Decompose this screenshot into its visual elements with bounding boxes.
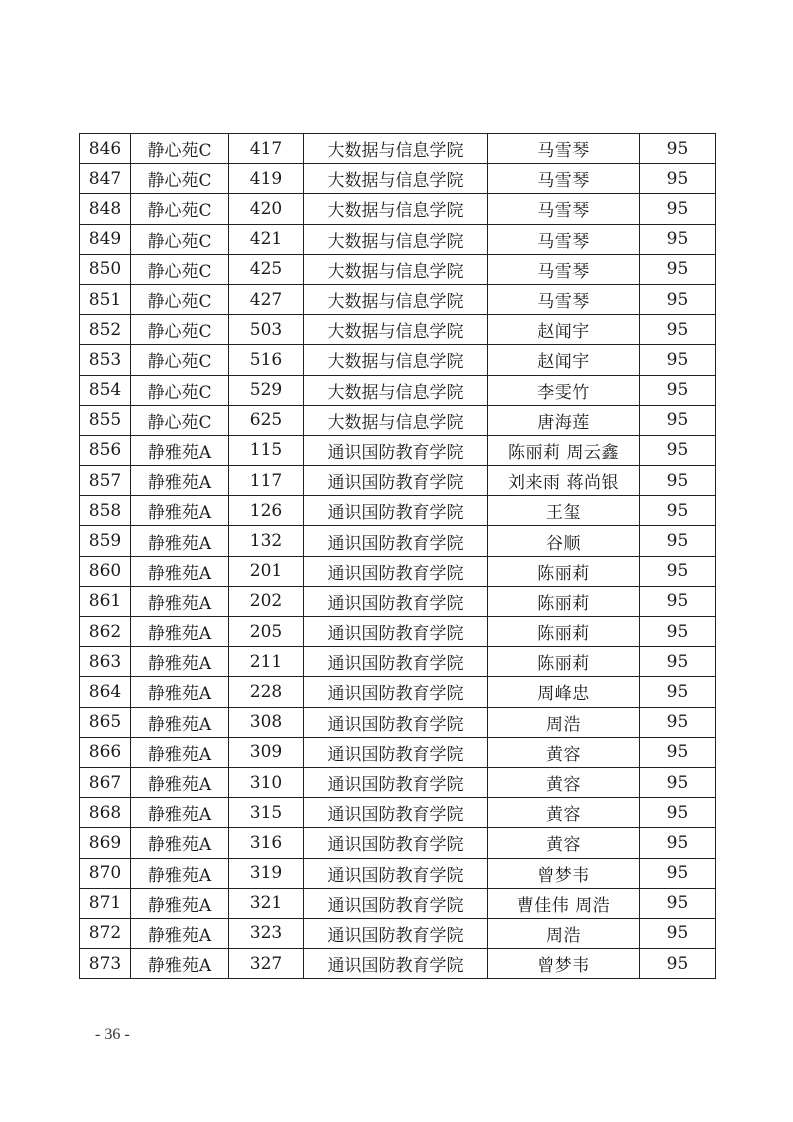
building-cell: 静雅苑A [131,496,229,526]
college-cell: 大数据与信息学院 [304,345,488,375]
row-number-cell: 860 [80,556,131,586]
row-number-cell: 865 [80,707,131,737]
building-cell: 静心苑C [131,315,229,345]
name-cell: 周峰忠 [488,677,640,707]
building-cell: 静雅苑A [131,949,229,979]
table-row [80,918,716,948]
table-row [80,737,716,767]
name-cell: 马雪琴 [488,254,640,284]
row-number-cell: 854 [80,375,131,405]
building-cell: 静心苑C [131,405,229,435]
table-row [80,496,716,526]
table-row [80,617,716,647]
building-cell: 静雅苑A [131,586,229,616]
name-cell: 王玺 [488,496,640,526]
room-cell: 529 [229,375,304,405]
table-row [80,858,716,888]
name-cell: 谷顺 [488,526,640,556]
score-cell: 95 [640,677,716,707]
score-cell: 95 [640,767,716,797]
college-cell: 通识国防教育学院 [304,858,488,888]
room-cell: 310 [229,767,304,797]
college-cell: 大数据与信息学院 [304,194,488,224]
building-cell: 静雅苑A [131,677,229,707]
college-cell: 通识国防教育学院 [304,617,488,647]
name-cell: 马雪琴 [488,194,640,224]
room-cell: 419 [229,164,304,194]
table-row [80,767,716,797]
room-cell: 319 [229,858,304,888]
college-cell: 通识国防教育学院 [304,556,488,586]
building-cell: 静雅苑A [131,466,229,496]
score-cell: 95 [640,798,716,828]
building-cell: 静雅苑A [131,617,229,647]
building-cell: 静雅苑A [131,888,229,918]
name-cell: 周浩 [488,707,640,737]
name-cell: 陈丽莉 [488,556,640,586]
building-cell: 静雅苑A [131,918,229,948]
table-row [80,949,716,979]
college-cell: 通识国防教育学院 [304,888,488,918]
college-cell: 通识国防教育学院 [304,466,488,496]
row-number-cell: 847 [80,164,131,194]
college-cell: 通识国防教育学院 [304,767,488,797]
score-cell: 95 [640,858,716,888]
name-cell: 唐海莲 [488,405,640,435]
building-cell: 静雅苑A [131,858,229,888]
dormitory-score-table [79,133,716,979]
row-number-cell: 849 [80,224,131,254]
building-cell: 静心苑C [131,254,229,284]
college-cell: 通识国防教育学院 [304,918,488,948]
row-number-cell: 861 [80,586,131,616]
college-cell: 大数据与信息学院 [304,375,488,405]
college-cell: 大数据与信息学院 [304,284,488,314]
college-cell: 大数据与信息学院 [304,164,488,194]
building-cell: 静心苑C [131,164,229,194]
building-cell: 静心苑C [131,375,229,405]
room-cell: 117 [229,466,304,496]
table-row [80,798,716,828]
table-row [80,677,716,707]
name-cell: 陈丽莉 [488,586,640,616]
score-cell: 95 [640,435,716,465]
name-cell: 陈丽莉 周云鑫 [488,435,640,465]
name-cell: 李雯竹 [488,375,640,405]
table-row [80,194,716,224]
building-cell: 静雅苑A [131,707,229,737]
row-number-cell: 866 [80,737,131,767]
room-cell: 309 [229,737,304,767]
table-row [80,405,716,435]
row-number-cell: 863 [80,647,131,677]
college-cell: 大数据与信息学院 [304,134,488,164]
college-cell: 通识国防教育学院 [304,435,488,465]
building-cell: 静雅苑A [131,556,229,586]
name-cell: 刘来雨 蒋尚银 [488,466,640,496]
score-cell: 95 [640,888,716,918]
row-number-cell: 858 [80,496,131,526]
score-cell: 95 [640,315,716,345]
name-cell: 陈丽莉 [488,647,640,677]
score-cell: 95 [640,194,716,224]
name-cell: 曾梦韦 [488,949,640,979]
row-number-cell: 852 [80,315,131,345]
college-cell: 通识国防教育学院 [304,496,488,526]
room-cell: 421 [229,224,304,254]
row-number-cell: 857 [80,466,131,496]
table-row [80,315,716,345]
college-cell: 通识国防教育学院 [304,737,488,767]
score-cell: 95 [640,586,716,616]
name-cell: 黄容 [488,798,640,828]
building-cell: 静雅苑A [131,828,229,858]
row-number-cell: 868 [80,798,131,828]
college-cell: 通识国防教育学院 [304,707,488,737]
name-cell: 陈丽莉 [488,617,640,647]
college-cell: 大数据与信息学院 [304,224,488,254]
college-cell: 大数据与信息学院 [304,315,488,345]
table-row [80,466,716,496]
building-cell: 静心苑C [131,194,229,224]
score-cell: 95 [640,617,716,647]
room-cell: 323 [229,918,304,948]
table-row [80,828,716,858]
room-cell: 417 [229,134,304,164]
score-cell: 95 [640,284,716,314]
room-cell: 327 [229,949,304,979]
name-cell: 马雪琴 [488,224,640,254]
room-cell: 625 [229,405,304,435]
building-cell: 静心苑C [131,134,229,164]
score-cell: 95 [640,254,716,284]
score-cell: 95 [640,134,716,164]
row-number-cell: 846 [80,134,131,164]
row-number-cell: 872 [80,918,131,948]
college-cell: 通识国防教育学院 [304,828,488,858]
name-cell: 周浩 [488,918,640,948]
table-row [80,134,716,164]
row-number-cell: 855 [80,405,131,435]
score-cell: 95 [640,949,716,979]
room-cell: 308 [229,707,304,737]
row-number-cell: 862 [80,617,131,647]
room-cell: 321 [229,888,304,918]
row-number-cell: 867 [80,767,131,797]
college-cell: 通识国防教育学院 [304,949,488,979]
building-cell: 静心苑C [131,345,229,375]
row-number-cell: 870 [80,858,131,888]
room-cell: 427 [229,284,304,314]
table-body [80,134,716,979]
room-cell: 201 [229,556,304,586]
score-cell: 95 [640,526,716,556]
room-cell: 228 [229,677,304,707]
table-row [80,284,716,314]
room-cell: 132 [229,526,304,556]
room-cell: 516 [229,345,304,375]
college-cell: 通识国防教育学院 [304,677,488,707]
college-cell: 通识国防教育学院 [304,798,488,828]
building-cell: 静雅苑A [131,435,229,465]
row-number-cell: 864 [80,677,131,707]
table-row [80,526,716,556]
building-cell: 静雅苑A [131,737,229,767]
building-cell: 静雅苑A [131,798,229,828]
table-row [80,556,716,586]
college-cell: 通识国防教育学院 [304,586,488,616]
row-number-cell: 869 [80,828,131,858]
name-cell: 马雪琴 [488,134,640,164]
room-cell: 420 [229,194,304,224]
row-number-cell: 871 [80,888,131,918]
table-row [80,435,716,465]
name-cell: 赵闻宇 [488,345,640,375]
name-cell: 曾梦韦 [488,858,640,888]
row-number-cell: 853 [80,345,131,375]
room-cell: 202 [229,586,304,616]
score-cell: 95 [640,647,716,677]
row-number-cell: 856 [80,435,131,465]
score-cell: 95 [640,556,716,586]
score-cell: 95 [640,737,716,767]
building-cell: 静雅苑A [131,526,229,556]
building-cell: 静心苑C [131,224,229,254]
table-row [80,586,716,616]
table-row [80,707,716,737]
table-row [80,164,716,194]
score-cell: 95 [640,828,716,858]
table-row [80,254,716,284]
name-cell: 曹佳伟 周浩 [488,888,640,918]
room-cell: 205 [229,617,304,647]
table-row [80,224,716,254]
score-cell: 95 [640,918,716,948]
score-cell: 95 [640,164,716,194]
score-cell: 95 [640,345,716,375]
room-cell: 211 [229,647,304,677]
table-row [80,345,716,375]
row-number-cell: 873 [80,949,131,979]
name-cell: 马雪琴 [488,284,640,314]
score-cell: 95 [640,405,716,435]
college-cell: 大数据与信息学院 [304,405,488,435]
score-cell: 95 [640,707,716,737]
score-cell: 95 [640,496,716,526]
room-cell: 503 [229,315,304,345]
name-cell: 黄容 [488,737,640,767]
college-cell: 通识国防教育学院 [304,526,488,556]
room-cell: 425 [229,254,304,284]
score-cell: 95 [640,224,716,254]
room-cell: 115 [229,435,304,465]
college-cell: 大数据与信息学院 [304,254,488,284]
table-row [80,375,716,405]
row-number-cell: 848 [80,194,131,224]
table-row [80,647,716,677]
room-cell: 316 [229,828,304,858]
name-cell: 马雪琴 [488,164,640,194]
name-cell: 赵闻宇 [488,315,640,345]
table-row [80,888,716,918]
name-cell: 黄容 [488,828,640,858]
building-cell: 静雅苑A [131,767,229,797]
row-number-cell: 851 [80,284,131,314]
room-cell: 126 [229,496,304,526]
row-number-cell: 850 [80,254,131,284]
room-cell: 315 [229,798,304,828]
building-cell: 静心苑C [131,284,229,314]
page-number: - 36 - [95,1026,130,1043]
name-cell: 黄容 [488,767,640,797]
score-cell: 95 [640,466,716,496]
building-cell: 静雅苑A [131,647,229,677]
row-number-cell: 859 [80,526,131,556]
score-cell: 95 [640,375,716,405]
college-cell: 通识国防教育学院 [304,647,488,677]
